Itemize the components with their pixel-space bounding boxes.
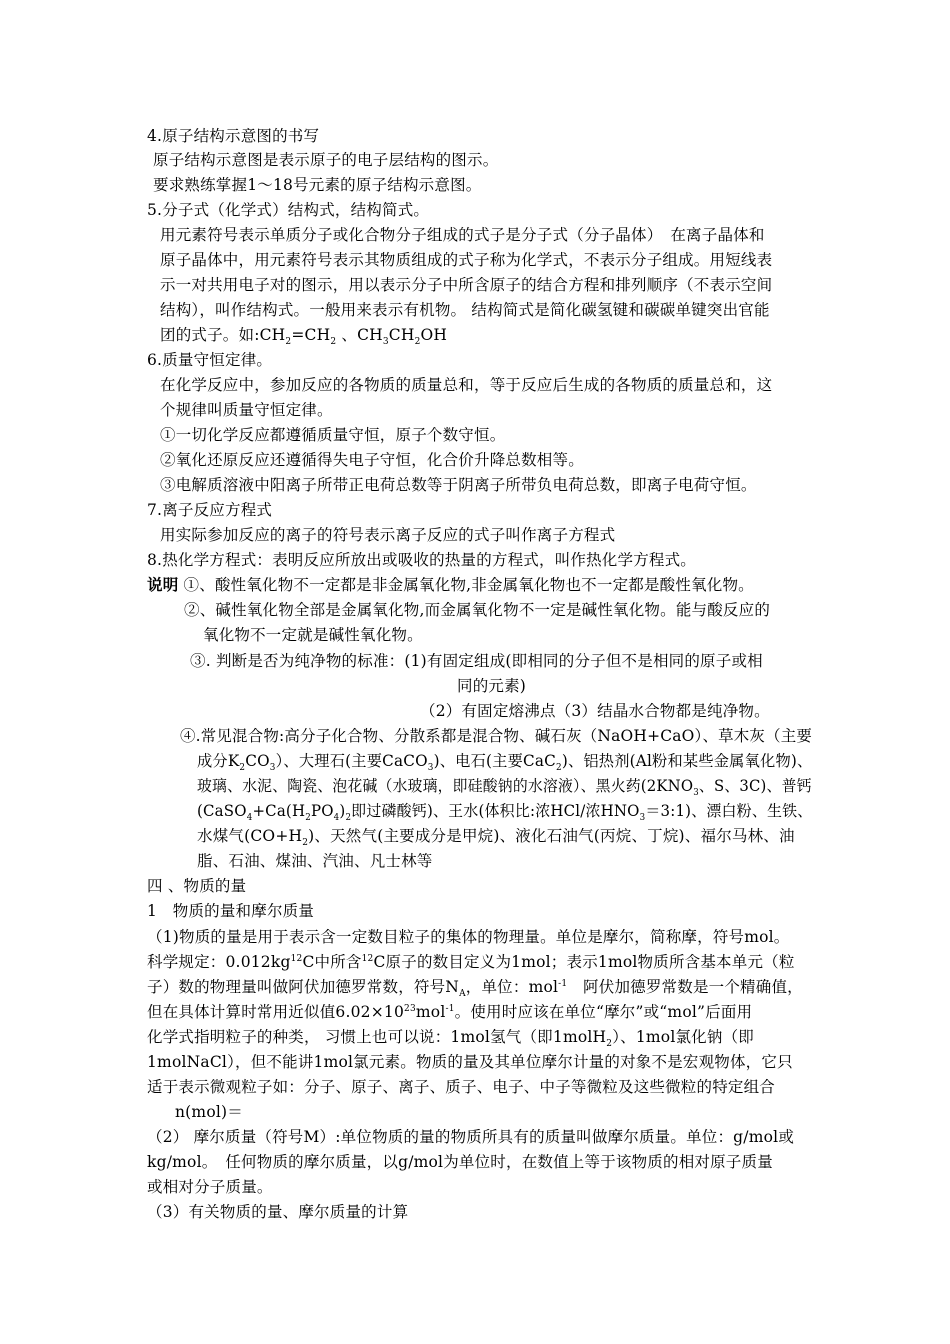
text: 脂、石油、煤油、汽油、凡士林等: [197, 852, 433, 870]
subscript: 2: [555, 763, 562, 774]
text-line: [160, 224, 765, 246]
text: 原子结构示意图是表示原子的电子层结构的图示。: [153, 151, 499, 169]
text-line: [457, 675, 526, 697]
heading-7: [147, 499, 272, 521]
text: =CH: [291, 326, 331, 344]
note-line: [147, 574, 754, 596]
text: 但在具体计算时常用近似值6.02×10: [147, 1003, 405, 1021]
text: C原子的数目定义为1mol；表示1mol物质所含基本单元（粒: [373, 953, 795, 971]
text: 氧化物不一定就是碱性氧化物。: [203, 626, 423, 644]
text: 个规律叫质量守恒定律。: [160, 401, 333, 419]
text: 水煤气(CO+H: [197, 827, 303, 845]
text-line: [190, 650, 763, 672]
text-line: [160, 374, 772, 396]
superscript: 23: [404, 1003, 416, 1014]
text: mol: [415, 1003, 446, 1021]
text: ①、酸性氧化物不一定都是非金属氧化物,非金属氧化物也不一定都是酸性氧化物。: [183, 576, 754, 594]
text: 玻璃、水泥、陶瓷、泡花碱（水玻璃，即硅酸钠的水溶液）、黑火药(2KNO: [197, 777, 694, 795]
text: 在化学反应中，参加反应的各物质的质量总和，等于反应后生成的各物质的质量总和，这: [160, 376, 773, 394]
text: 阿伏加德罗常数是一个精确值，: [567, 978, 803, 996]
formula-line: [147, 1001, 752, 1023]
note-label: 说明: [147, 575, 179, 594]
text: （2） 摩尔质量（符号M）:单位物质的量的物质所具有的质量叫做摩尔质量。单位：g/mol或: [147, 1128, 795, 1146]
superscript: 12: [361, 953, 374, 964]
formula-line: [197, 750, 812, 772]
text: ）、大理石(主要CaCO: [275, 752, 428, 770]
subscript: 2: [606, 1039, 613, 1050]
text: （2）有固定熔沸点（3）结晶水合物都是纯净物。: [420, 702, 770, 720]
subscript: 3: [427, 763, 434, 774]
formula-line: [147, 951, 795, 973]
formula-line: [160, 324, 447, 346]
text: ): [339, 802, 346, 820]
text: 1 物质的量和摩尔质量: [147, 902, 315, 920]
text-line: [160, 474, 757, 496]
text-line: [160, 249, 772, 271]
text: 结构），叫作结构式。一般用来表示有机物。 结构简式是简化碳氢键和碳碳单键突出官能: [160, 301, 770, 319]
formula-line: [147, 976, 803, 998]
subscript: 2: [305, 813, 311, 824]
text: 7.离子反应方程式: [147, 501, 273, 519]
text: 团的式子。如:: [160, 326, 260, 344]
heading-4: [147, 125, 319, 147]
subscript: 2: [330, 337, 337, 348]
text: ②氧化还原反应还遵循得失电子守恒，化合价升降总数相等。: [160, 451, 584, 469]
text: ③电解质溶液中阳离子所带正电荷总数等于阴离子所带负电荷总数，即离子电荷守恒。: [160, 476, 757, 494]
text: 适于表示微观粒子如：分子、原子、离子、质子、电子、中子等微粒及这些微粒的特定组合: [147, 1078, 776, 1096]
text: n(mol)＝: [175, 1103, 243, 1121]
text: 科学规定：0.012kg: [147, 953, 291, 971]
text: 用元素符号表示单质分子或化合物分子组成的式子是分子式（分子晶体） 在离子晶体和: [160, 226, 765, 244]
text-line: [153, 174, 482, 196]
text: OH: [420, 326, 448, 344]
subscript: 2: [239, 763, 246, 774]
text: ，单位：mol: [465, 978, 559, 996]
text: 、CH: [336, 326, 383, 344]
text: kg/mol。 任何物质的摩尔质量，以g/mol为单位时，在数值上等于该物质的相对原子质量: [147, 1153, 773, 1171]
text: 4.原子结构示意图的书写: [147, 127, 320, 145]
text: (CaSO: [197, 802, 247, 820]
text: 成分K: [197, 752, 240, 770]
superscript: -1: [445, 1003, 455, 1014]
text: （1)物质的量是用于表示含一定数目粒子的集体的物理量。单位是摩尔，简称摩，符号mol。: [147, 928, 790, 946]
text: 子）数的物理量叫做阿伏加德罗常数，符号N: [147, 978, 460, 996]
text: 同的元素): [457, 677, 527, 695]
text-line: [160, 274, 772, 296]
text-line: [203, 624, 423, 646]
text-line: [160, 524, 615, 546]
text-line: [197, 850, 433, 872]
text: C中所含: [302, 953, 362, 971]
text: 原子晶体中，用元素符号表示其物质组成的式子称为化学式，不表示分子组成。用短线表: [160, 251, 773, 269]
text: )、铝热剂(Al粉和某些金属氧化物)、: [561, 752, 813, 770]
subscript: 2: [414, 337, 421, 348]
text: 或相对分子质量。: [147, 1178, 273, 1196]
text-line: [147, 1201, 408, 1223]
formula-line: [147, 1026, 754, 1048]
text: 。使用时应该在单位“摩尔”或“mol”后面用: [454, 1003, 753, 1021]
text: ②、碱性氧化物全部是金属氧化物,而金属氧化物不一定是碱性氧化物。能与酸反应的: [184, 601, 771, 619]
text: PO: [310, 802, 334, 820]
text-line: [420, 700, 770, 722]
subscript: A: [459, 989, 466, 1000]
subscript: 3: [693, 788, 699, 799]
formula-line: [175, 1101, 243, 1123]
text-line: [147, 1176, 273, 1198]
text: )、天然气(主要成分是甲烷)、液化石油气(丙烷、丁烷)、福尔马林、油: [308, 827, 795, 845]
text: 5.分子式（化学式）结构式，结构简式。: [147, 201, 430, 219]
text: 、S、3C)、普钙: [698, 777, 812, 795]
text-line: [160, 449, 584, 471]
text: +Ca(H: [252, 802, 306, 820]
subscript: 3: [382, 337, 389, 348]
text: )、电石(主要CaC: [433, 752, 556, 770]
subscript: 4: [246, 813, 253, 824]
text: ＝3:1)、漂白粉、生铁、: [645, 802, 813, 820]
subscript: 2: [345, 813, 352, 824]
formula-line: [197, 775, 812, 797]
text-line: [184, 599, 770, 621]
text: 即过磷酸钙)、王水(体积比:浓HCl/浓HNO: [351, 802, 640, 820]
text: 要求熟练掌握1～18号元素的原子结构示意图。: [153, 176, 482, 194]
subsection-heading: [147, 900, 314, 922]
text: 用实际参加反应的离子的符号表示离子反应的式子叫作离子方程式: [160, 526, 616, 544]
heading-5: [147, 199, 429, 221]
heading-6: [147, 349, 272, 371]
subscript: 2: [302, 838, 309, 849]
text: ③. 判断是否为纯净物的标准：(1)有固定组成(即相同的分子但不是相同的原子或相: [190, 652, 763, 670]
formula-line: [197, 825, 795, 847]
text-line: [147, 1151, 773, 1173]
text-line: [160, 424, 505, 446]
text: ）、1mol氯化钠（即: [612, 1028, 754, 1046]
text-line: [147, 1051, 793, 1073]
subscript: 4: [333, 813, 340, 824]
formula-line: [197, 800, 812, 822]
text: CO: [245, 752, 270, 770]
heading-8: [147, 549, 696, 571]
text-line: [147, 1076, 775, 1098]
text: 6.质量守恒定律。: [147, 351, 273, 369]
text-line: [147, 926, 790, 948]
superscript: 12: [290, 953, 303, 964]
text-line: [180, 725, 812, 747]
text: 示一对共用电子对的图示，用以表示分子中所含原子的结合方程和排列顺序（不表示空间: [160, 276, 773, 294]
text-line: [153, 149, 498, 171]
text: （3）有关物质的量、摩尔质量的计算: [147, 1203, 409, 1221]
text-line: [160, 399, 333, 421]
section-heading: [147, 875, 246, 897]
text: 化学式指明粒子的种类， 习惯上也可以说：1mol氢气（即1molH: [147, 1028, 607, 1046]
text: 8.热化学方程式：表明反应所放出或吸收的热量的方程式，叫作热化学方程式。: [147, 551, 696, 569]
subscript: 2: [285, 337, 292, 348]
superscript: -1: [558, 978, 568, 989]
subscript: 3: [269, 763, 276, 774]
text: ④.常见混合物:高分子化合物、分散系都是混合物、碱石灰（NaOH+CaO）、草木灰（主要: [180, 727, 813, 745]
text-line: [147, 1126, 794, 1148]
subscript: 3: [639, 813, 646, 824]
text: CH: [259, 326, 286, 344]
text: CH: [388, 326, 415, 344]
text: 四 、物质的量: [147, 877, 247, 895]
text: ①一切化学反应都遵循质量守恒，原子个数守恒。: [160, 426, 506, 444]
text: 1molNaCl），但不能讲1mol氯元素。物质的量及其单位摩尔计量的对象不是宏观物体，它只: [147, 1053, 793, 1071]
text-line: [160, 299, 770, 321]
